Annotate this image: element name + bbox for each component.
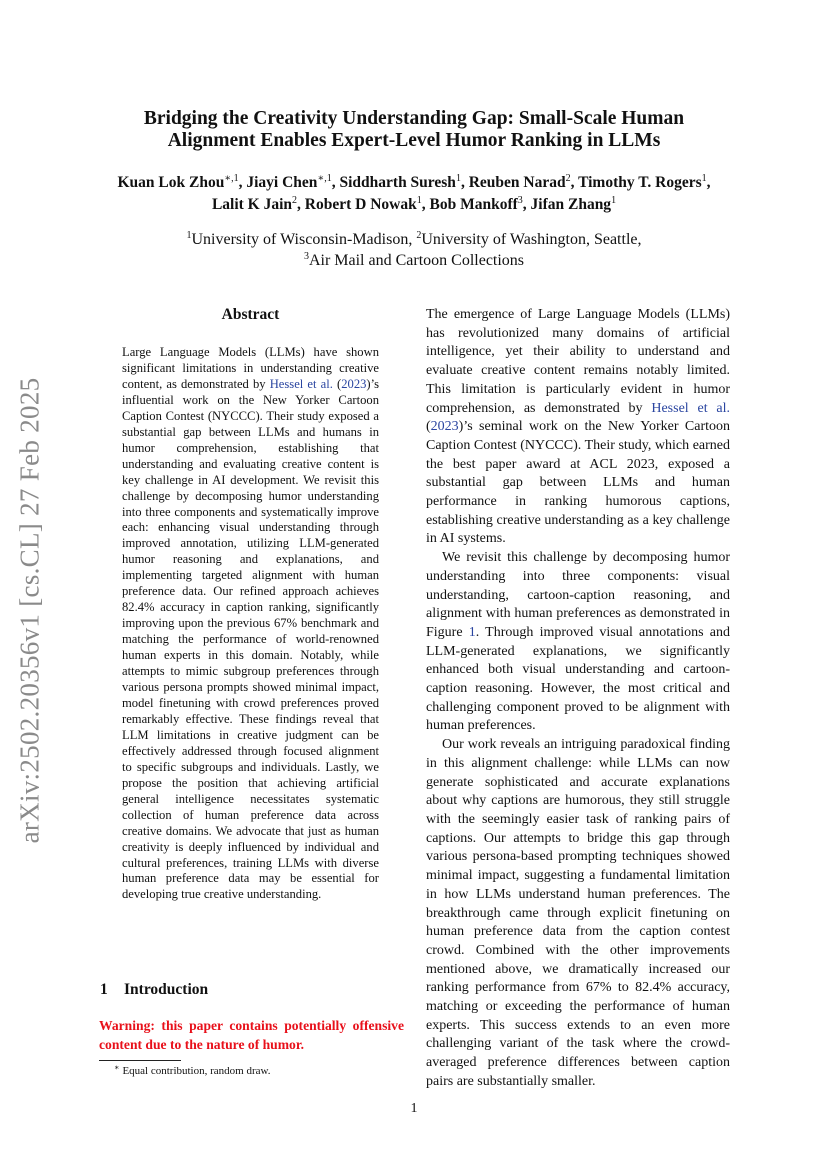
author-list [70,172,758,216]
arxiv-identifier [10,365,50,855]
citation-link[interactable]: Hessel et al. [651,400,730,416]
arxiv-identifier-text: arXiv:2502.20356v1 [cs.CL] 27 Feb 2025 [14,377,45,843]
author-affiliation-mark: 1 [455,173,461,184]
affiliations [90,229,738,271]
author-line-2: Lalit K Jain$^2$, Robert D Nowak$^1$, Bob Mankoff$^3$, Jifan Zhang$^1$ [211,195,617,213]
paper-title [90,108,738,152]
author-affiliation-mark: 3 [517,195,523,206]
author-affiliation-mark: 2 [565,173,571,184]
author-affiliation-mark: ∗,1 [224,173,239,184]
author-name: Robert D Nowak [304,196,417,213]
author-name: Jifan Zhang [530,196,612,213]
paragraph: Our work reveals an intriguing paradoxical finding in this alignment challenge: while LLMs can now generate sophisticated and accurate explanations about why captions are humorous, they still struggle with the seemingly easier task of ranking pairs of captions. Our attempts to bridge this gap through various persona-based prompting techniques showed minimal impact, suggesting a fundamental limitation in how LLMs understand human preferences. The breakthrough came through explicit finetuning on human preference data from the caption contest crowd. Combined with the other improvements mentioned above, we dramatically increased our ranking performance from 67% to 82.4% accuracy, matching or exceeding the performance of human experts. This success extends to an even more challenging variant of the task where the crowd-averaged preference differences between caption pairs are substantially smaller. [426,737,730,1089]
affiliation-line-2: $^3$Air Mail and Cartoon Collections [303,251,525,269]
abstract-body: Large Language Models (LLMs) have shown significant limitations in understanding creative content, as demonstrated by Hessel et al. (2023)’s influential work on the New Yorker Cartoon Caption Contest (NYCCC). Their study exposed a substantial gap between LLMs and humans in humor comprehension, establishing that understanding and evaluating creative content is key challenge in AI development. We revisit this challenge by decomposing humor understanding into three components and systematically improve each: enhancing visual understanding through improved annotation, utilizing LLM-generated humor reasoning and explanations, and implementing targeted alignment with human preference data. Our refined approach achieves 82.4% accuracy in caption ranking, significantly improving upon the previous 67% benchmark and matching the performance of world-renowned human experts in this domain. Notably, while attempts to mimic subgroup preferences through various persona prompts showed minimal impact, model finetuning with crowd preferences proved remarkably effective. These findings reveal that LLM limitations in creative judgment can be effectively addressed through focused alignment to specific subgroups and individuals. Lastly, we propose the position that achieving artificial general intelligence necessitates systematic collection of human preference data across creative domains. We advocate that just as human creativity is deeply influenced by individual and cultural preferences, training LLMs with diverse human preference data may be essential for developing true creative understanding. [122,345,380,902]
affiliation-washington: University of Washington, Seattle, [421,231,642,248]
footnote-divider [99,1060,181,1061]
citation-year-link[interactable]: 2023 [341,376,367,391]
section-number: 1 [100,981,108,998]
author-affiliation-mark: 2 [292,195,298,206]
affiliation-line-1: $^1$University of Wisconsin-Madison, $^2$University of Washington, Seattle, [186,230,642,248]
paragraph: The emergence of Large Language Models (LLMs) has revolutionized many domains of artificial intelligence, yet their ability to understand and evaluate creative content remains notably limited. This limitation is particularly evident in humor comprehension, as demonstrated by Hessel et al. (2023)’s seminal work on the New Yorker Cartoon Caption Contest (NYCCC). Their study, which earned the best paper award at ACL 2023, exposed a substantial gap between LLMs and human performance in ranking humorous captions, establishing creative understanding as a key challenge in AI systems. [426,307,730,547]
citation-link[interactable]: Hessel et al. [269,376,333,391]
content-warning: Warning: this paper contains potentially offensive content due to the nature of humor. [99,1018,404,1052]
citation-year-link[interactable]: 2023 [430,419,459,435]
author-name: Timothy T. Rogers [578,174,702,191]
author-name: Lalit K Jain [211,196,293,213]
author-name: Kuan Lok Zhou [117,174,225,191]
author-name: Reuben Narad [468,174,566,191]
author-affiliation-mark: 1 [416,195,422,206]
paragraph: We revisit this challenge by decomposing humor understanding into three components: visual understanding, cartoon-caption reasoning, and alignment with human preferences as demonstrated in Figure 1. Through improved visual annotations and LLM-generated explanations, we significantly enhanced both visual understanding and cartoon-caption reasoning. However, the most critical and challenging component proved to be alignment with human preferences. [426,550,730,734]
title-line-2: Alignment Enables Expert-Level Humor Ranking in LLMs [167,130,661,151]
footnote-mark: ∗ [114,1063,120,1072]
author-affiliation-mark: ∗,1 [317,173,332,184]
affiliation-wisconsin: University of Wisconsin-Madison, [191,231,417,248]
author-affiliation-mark: 1 [701,173,707,184]
author-line-1: Kuan Lok Zhou$^{∗,1}$, Jiayi Chen$^{∗,1}$, Siddharth Suresh$^1$, Reuben Narad$^2$, Timothy T. Rogers$^1$, [117,173,711,191]
author-affiliation-mark: 1 [611,195,617,206]
footnote-text: Equal contribution, random draw. [122,1065,271,1077]
section-heading-introduction [100,981,208,999]
author-name: Siddharth Suresh [339,174,456,191]
title-line-1: Bridging the Creativity Understanding Gap: Small-Scale Human [143,108,685,129]
affiliation-air-mail: Air Mail and Cartoon Collections [308,252,525,269]
figure-reference-link[interactable]: 1 [468,624,476,640]
author-name: Jiayi Chen [246,174,318,191]
introduction-body [426,306,730,1092]
author-name: Bob Mankoff [429,196,518,213]
abstract-heading: Abstract [221,306,280,323]
page-number: 1 [410,1101,418,1116]
section-title: Introduction [124,981,209,998]
footnote [114,1064,271,1078]
